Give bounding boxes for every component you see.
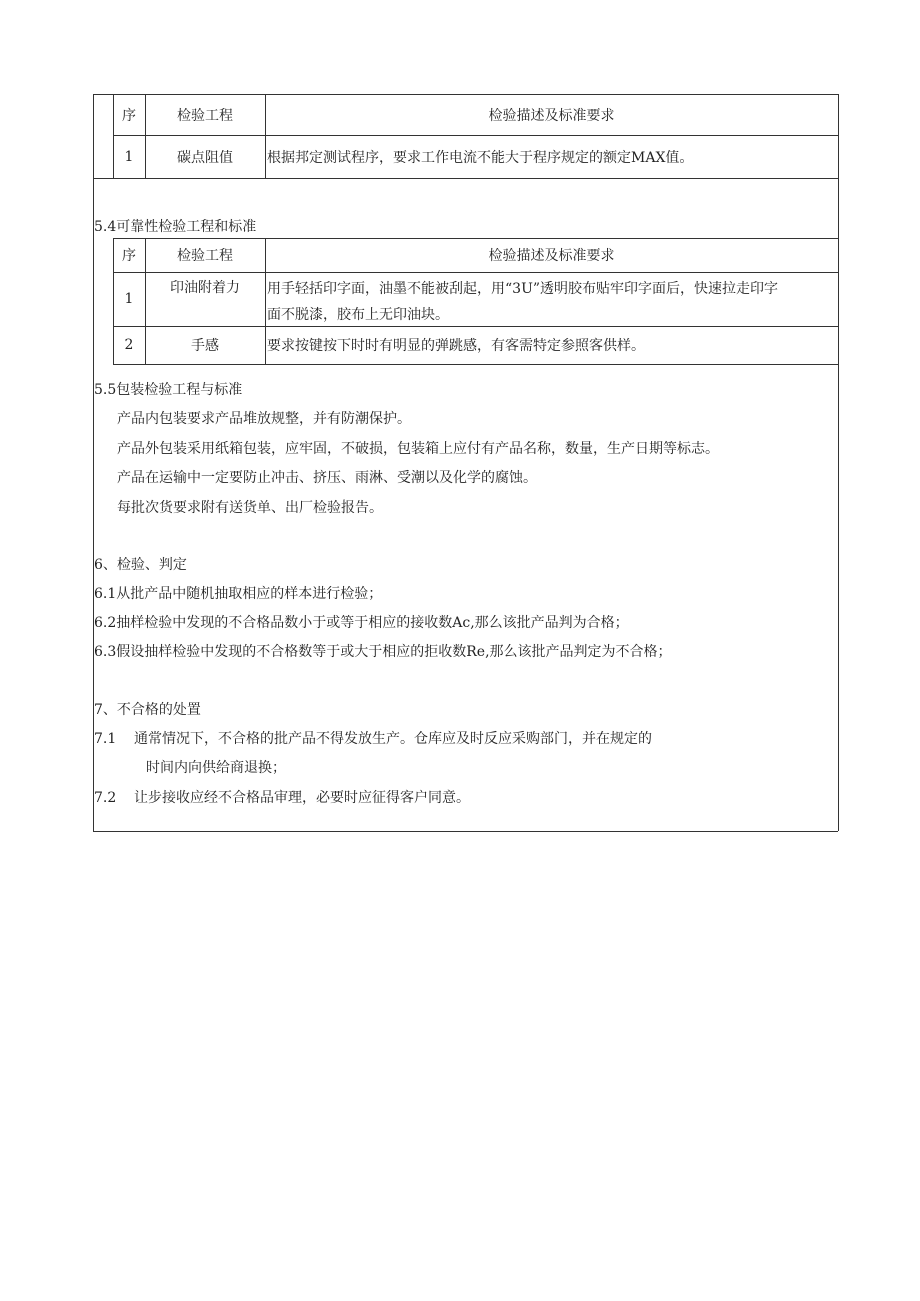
frame-bottom-border bbox=[93, 831, 838, 832]
judgement-line: 6.2抽样检验中发现的不合格品数小于或等于相应的接收数Ac,那么该批产品判为合格； bbox=[94, 615, 629, 631]
section-5-4-title: 5.4可靠性检验工程和标准 bbox=[94, 219, 257, 235]
judgement-line: 6.3假设抽样检验中发现的不合格数等于或大于相应的拒收数Re,那么该批产品判定为不合格； bbox=[94, 644, 672, 660]
row-item: 印油附着力 bbox=[170, 280, 240, 296]
header-no: 序 bbox=[122, 248, 136, 264]
header-desc: 检验描述及标准要求 bbox=[488, 248, 615, 264]
section-7-title: 7、不合格的处置 bbox=[94, 702, 201, 718]
packaging-line: 每批次货要求附有送货单、出厂检验报告。 bbox=[117, 500, 383, 516]
row-item: 手感 bbox=[191, 338, 219, 354]
table-line bbox=[93, 178, 838, 179]
header-item: 检验工程 bbox=[177, 107, 233, 124]
header-no: 序 bbox=[122, 107, 136, 124]
table-line bbox=[113, 364, 838, 365]
item-7-2-number: 7.2 bbox=[94, 790, 117, 806]
section-5-5-title: 5.5包装检验工程与标准 bbox=[94, 382, 243, 398]
row-item: 碳点阻值 bbox=[177, 149, 233, 166]
judgement-line: 6.1从批产品中随机抽取相应的样本进行检验； bbox=[94, 586, 383, 602]
frame-left-border bbox=[93, 94, 94, 831]
row-no: 1 bbox=[124, 291, 134, 307]
packaging-line: 产品在运输中一定要防止冲击、挤压、雨淋、受潮以及化学的腐蚀。 bbox=[117, 470, 537, 486]
row-no: 1 bbox=[124, 148, 134, 165]
frame-right-border bbox=[838, 94, 839, 831]
packaging-line: 产品外包装采用纸箱包装，应牢固，不破损，包装箱上应付有产品名称，数量，生产日期等标志。 bbox=[117, 441, 719, 457]
row-desc: 要求按键按下时时有明显的弹跳感，有客需特定参照客供样。 bbox=[267, 338, 645, 354]
item-7-1-number: 7.1 bbox=[94, 731, 117, 747]
packaging-line: 产品内包装要求产品堆放规整，并有防潮保护。 bbox=[117, 411, 411, 427]
row-desc-line1: 用手轻括印字面，油墨不能被刮起，用“3U”透明胶布贴牢印字面后，快速拉走印字 bbox=[267, 281, 779, 297]
item-7-1-text-continued: 时间内向供给商退换； bbox=[146, 760, 286, 776]
item-7-1-text: 通常情况下，不合格的批产品不得发放生产。仓库应及时反应采购部门，并在规定的 bbox=[134, 731, 652, 747]
header-item: 检验工程 bbox=[177, 248, 233, 264]
row-no: 2 bbox=[124, 337, 134, 353]
item-7-2-text: 让步接收应经不合格品审理，必要时应征得客户同意。 bbox=[134, 790, 470, 806]
header-desc: 检验描述及标准要求 bbox=[488, 107, 615, 124]
section-6-title: 6、检验、判定 bbox=[94, 557, 187, 573]
row-desc: 根据邦定测试程序，要求工作电流不能大于程序规定的额定MAX值。 bbox=[267, 149, 694, 166]
row-desc-line2: 面不脱漆，胶布上无印油块。 bbox=[267, 307, 449, 323]
